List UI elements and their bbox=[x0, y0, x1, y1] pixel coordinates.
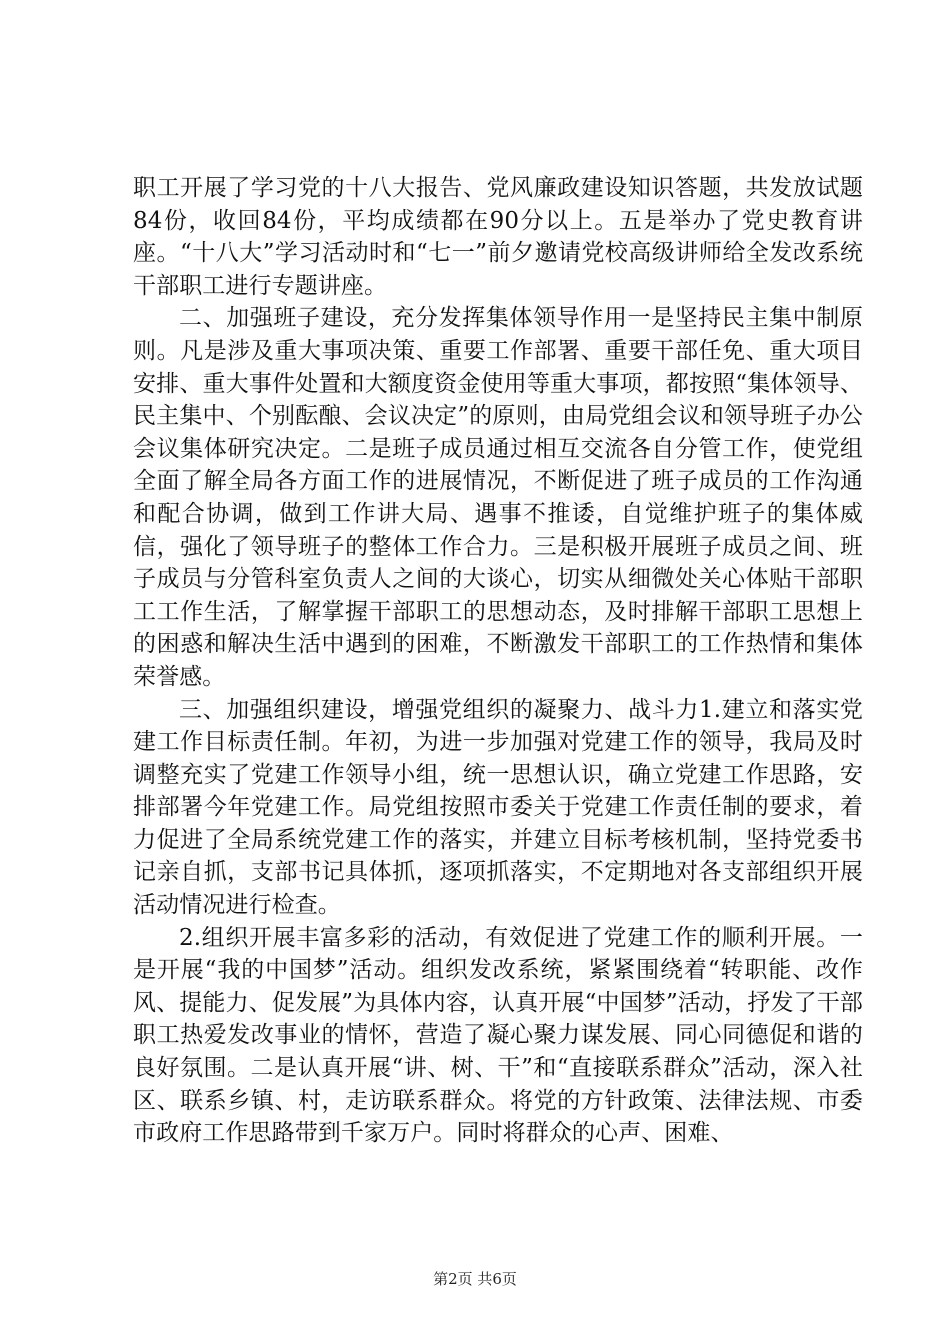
paragraph-3: 三、加强组织建设，增强党组织的凝聚力、战斗力1.建立和落实党建工作目标责任制。年初，为进一步加强对党建工作的领导，我局及时调整充实了党建工作领导小组，统一思想认识，确立党建工作思路，安排部署今年党建工作。局党组按照市委关于党建工作责任制的要求，着力促进了全局系统党建工作的落实，并建立目标考核机制，坚持党委书记亲自抓，支部书记具体抓，逐项抓落实，不定期地对各支部组织开展活动情况进行检查。 bbox=[133, 696, 863, 919]
paragraph-1: 职工开展了学习党的十八大报告、党风廉政建设知识答题，共发放试题84份，收回84份，平均成绩都在90分以上。五是举办了党史教育讲座。“十八大”学习活动时和“七一”前夕邀请党校高级讲师给全发改系统干部职工进行专题讲座。 bbox=[133, 175, 863, 299]
paragraph-4: 2.组织开展丰富多彩的活动，有效促进了党建工作的顺利开展。一是开展“我的中国梦”活动。组织发改系统，紧紧围绕着“转职能、改作风、提能力、促发展”为具体内容，认真开展“中国梦”活动，抒发了干部职工热爱发改事业的情怀，营造了凝心聚力谋发展、同心同德促和谐的良好氛围。二是认真开展“讲、树、干”和“直接联系群众”活动，深入社区、联系乡镇、村，走访联系群众。将党的方针政策、法律法规、市委市政府工作思路带到千家万户。同时将群众的心声、困难、 bbox=[133, 924, 863, 1147]
page-number-footer: 第2页 共6页 bbox=[433, 1270, 517, 1288]
document-body bbox=[133, 172, 863, 1150]
paragraph-2: 二、加强班子建设，充分发挥集体领导作用一是坚持民主集中制原则。凡是涉及重大事项决策、重要工作部署、重要干部任免、重大项目安排、重大事件处置和大额度资金使用等重大事项，都按照“集体领导、民主集中、个别酝酿、会议决定”的原则，由局党组会议和领导班子办公会议集体研究决定。二是班子成员通过相互交流各自分管工作，使党组全面了解全局各方面工作的进展情况，不断促进了班子成员的工作沟通和配合协调，做到工作讲大局、遇事不推诿，自觉维护班子的集体威信，强化了领导班子的整体工作合力。三是积极开展班子成员之间、班子成员与分管科室负责人之间的大谈心，切实从细微处关心体贴干部职工工作生活，了解掌握干部职工的思想动态，及时排解干部职工思想上的困惑和解决生活中遇到的困难，不断激发干部职工的工作热情和集体荣誉感。 bbox=[133, 305, 863, 690]
